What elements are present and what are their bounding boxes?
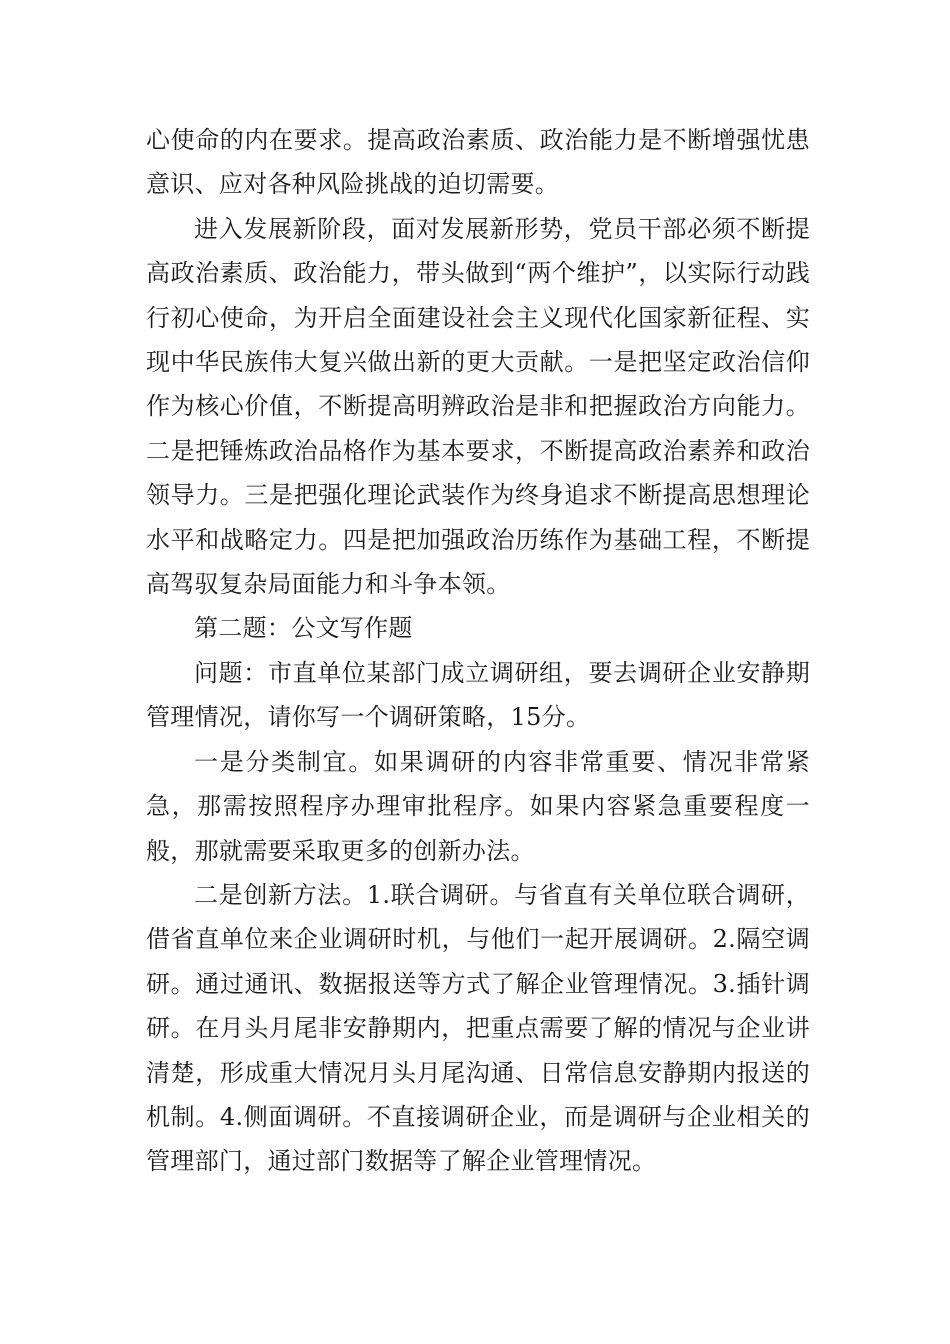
paragraph-point-one: 一是分类制宜。如果调研的内容非常重要、情况非常紧急，那需按照程序办理审批程序。如果内容紧急重要程度一般，那就需要采取更多的创新办法。 <box>146 747 810 865</box>
paragraph-question: 问题：市直单位某部门成立调研组，要去调研企业安静期管理情况，请你写一个调研策略，15分。 <box>146 658 810 732</box>
paragraph-point-two: 二是创新方法。1.联合调研。与省直有关单位联合调研，借省直单位来企业调研时机，与他们一起开展调研。2.隔空调研。通过通讯、数据报送等方式了解企业管理情况。3.插针调研。在月头月尾非安静期内，把重点需要了解的情况与企业讲清楚，形成重大情况月头月尾沟通、日常信息安静期内报送的机制。4.侧面调研。不直接调研企业，而是调研与企业相关的管理部门，通过部门数据等了解企业管理情况。 <box>146 880 810 1176</box>
section-heading-question-two: 第二题：公文写作题 <box>194 614 413 643</box>
paragraph-political-quality: 进入发展新阶段，面对发展新形势，党员干部必须不断提高政治素质、政治能力，带头做到“两个维护”，以实际行动践行初心使命，为开启全面建设社会主义现代化国家新征程、实现中华民族伟大复兴做出新的更大贡献。一是把坚定政治信仰作为核心价值，不断提高明辨政治是非和把握政治方向能力。二是把锤炼政治品格作为基本要求，不断提高政治素养和政治领导力。三是把强化理论武装作为终身追求不断提高思想理论水平和战略定力。四是把加强政治历练作为基础工程，不断提高驾驭复杂局面能力和斗争本领。 <box>146 214 810 599</box>
document-body <box>146 118 810 1184</box>
paragraph-continuation: 心使命的内在要求。提高政治素质、政治能力是不断增强忧患意识、应对各种风险挑战的迫切需要。 <box>146 126 810 199</box>
